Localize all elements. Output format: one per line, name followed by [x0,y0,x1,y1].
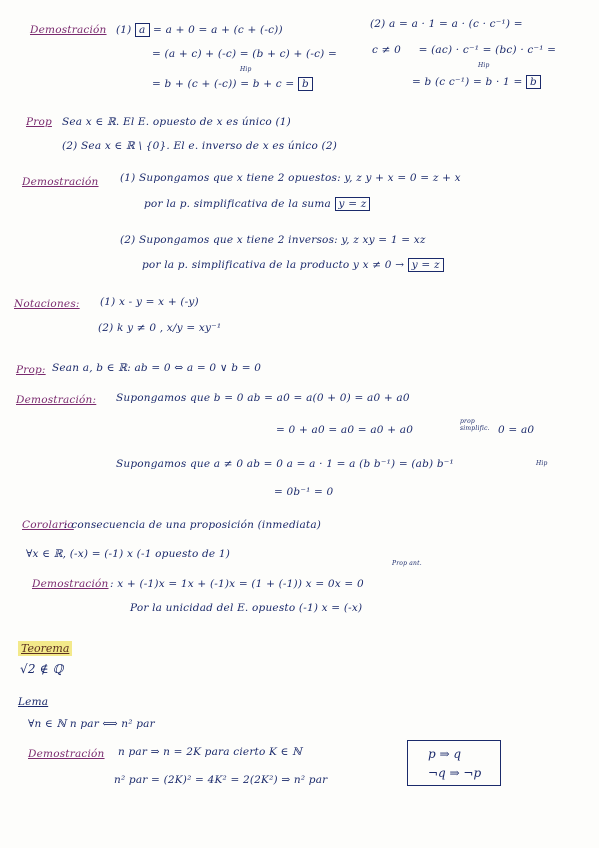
demo1-line2: = (a + c) + (-c) = (b + c) + (-c) = [152,48,338,60]
prop1-line2: (2) Sea x ∈ ℝ \ {0}. El e. inverso de x es único (2) [62,140,337,152]
prop1-line1: Sea x ∈ ℝ. El E. opuesto de x es único (1) [62,116,291,128]
prop2-heading: Prop: [16,364,46,376]
demo1-heading: Demostración [30,24,107,36]
demo3-line3: Supongamos que a ≠ 0 ab = 0 a = a · 1 = a (b b⁻¹) = (ab) b⁻¹ [116,458,454,470]
prop2-text: Sean a, b ∈ ℝ: ab = 0 ⇔ a = 0 ∨ b = 0 [52,362,262,374]
demo1-right-line1 [370,18,523,30]
demo2-line4 [142,259,444,271]
lema-text: ∀n ∈ ℕ n par ⟺ n² par [28,718,155,730]
demo3-line1: Supongamos que b = 0 ab = a0 = a(0 + 0) = a0 + a0 [116,392,410,404]
demo1-num: (1) [116,24,132,36]
corolario-demo-line2: Por la unicidad del E. opuesto (-1) x = (-x) [130,602,363,614]
demo2-line1: (1) Supongamos que x tiene 2 opuestos: y, z y + x = 0 = z + x [120,172,461,184]
demo1-boxed-a: a [135,23,149,37]
notaciones-line2: (2) k y ≠ 0 , x/y = xy⁻¹ [98,322,222,334]
notaciones-line1: (1) x - y = x + (-y) [100,296,199,308]
demo1-line2-note: Hip [240,66,252,73]
demo2-line3: (2) Supongamos que x tiene 2 inversos: y, z xy = 1 = xz [120,234,426,246]
contrapositive-line1: p ⇒ q [428,747,462,761]
demo2-line2-text: por la p. simplificativa de la suma [144,198,331,210]
demo1-right-line3-box: b [526,75,541,89]
corolario-heading: Corolario [22,519,74,531]
teorema-block [18,637,72,656]
corolario-desc: : consecuencia de una proposición (inmediata) [64,519,322,531]
lema-heading: Lema [18,696,49,708]
demo1-right-line2 [372,44,556,56]
demo2-heading: Demostración [22,176,99,188]
lema-demo-line2: n² par = (2K)² = 4K² = 2(2K²) ⇒ n² par [114,774,328,786]
demo3-line4: = 0b⁻¹ = 0 [274,486,334,498]
demo1-line1 [116,24,283,36]
corolario-demo-note: Prop ant. [392,560,422,567]
teorema-text: √2 ∉ ℚ [20,662,64,676]
demo1-right-line3 [412,76,541,88]
demo3-line2-note: prop simplific. [460,418,490,432]
demo2-line4-text: por la p. simplificativa de la producto y x ≠ 0 → [142,259,405,271]
demo1-line3 [152,78,313,90]
teorema-heading: Teorema [18,641,72,656]
corolario-line1: ∀x ∈ ℝ, (-x) = (-1) x (-1 opuesto de 1) [26,548,231,560]
demo1-right-num: (2) [370,18,386,30]
contrapositive-box [407,740,501,786]
corolario-demo-heading: Demostración [32,578,109,590]
lema-demo-heading: Demostración [28,748,105,760]
demo1-line1-rest: = a + 0 = a + (c + (-c)) [153,24,283,36]
demo2-line4-box: y = z [408,258,444,272]
demo1-line3-box: b [298,77,313,91]
demo1-line3-text: = b + (c + (-c)) = b + c = [152,78,295,90]
demo1-right-line2-text: = (ac) · c⁻¹ = (bc) · c⁻¹ = [418,44,557,56]
prop1-heading: Prop [26,116,52,128]
contrapositive-line2: ¬q ⇒ ¬p [428,766,482,780]
demo1-right-line3-text: = b (c c⁻¹) = b · 1 = [412,76,523,88]
demo3-line2-end: 0 = a0 [498,424,535,436]
notaciones-heading: Notaciones: [14,298,80,310]
demo3-line2: = 0 + a0 = a0 = a0 + a0 [276,424,414,436]
demo1-right-text: a = a · 1 = a · (c · c⁻¹) = [389,18,523,30]
demo2-line2-box: y = z [335,197,371,211]
lema-demo-line1: n par ⇒ n = 2K para cierto K ∈ ℕ [118,746,302,758]
demo3-heading: Demostración: [16,394,97,406]
demo1-right-note: Hip [478,62,490,69]
demo2-line2 [144,198,370,210]
corolario-demo-line1: : x + (-1)x = 1x + (-1)x = (1 + (-1)) x = 0x = 0 [110,578,364,590]
demo3-line3-note: Hip [536,460,548,467]
demo1-right-cond: c ≠ 0 [372,44,402,56]
